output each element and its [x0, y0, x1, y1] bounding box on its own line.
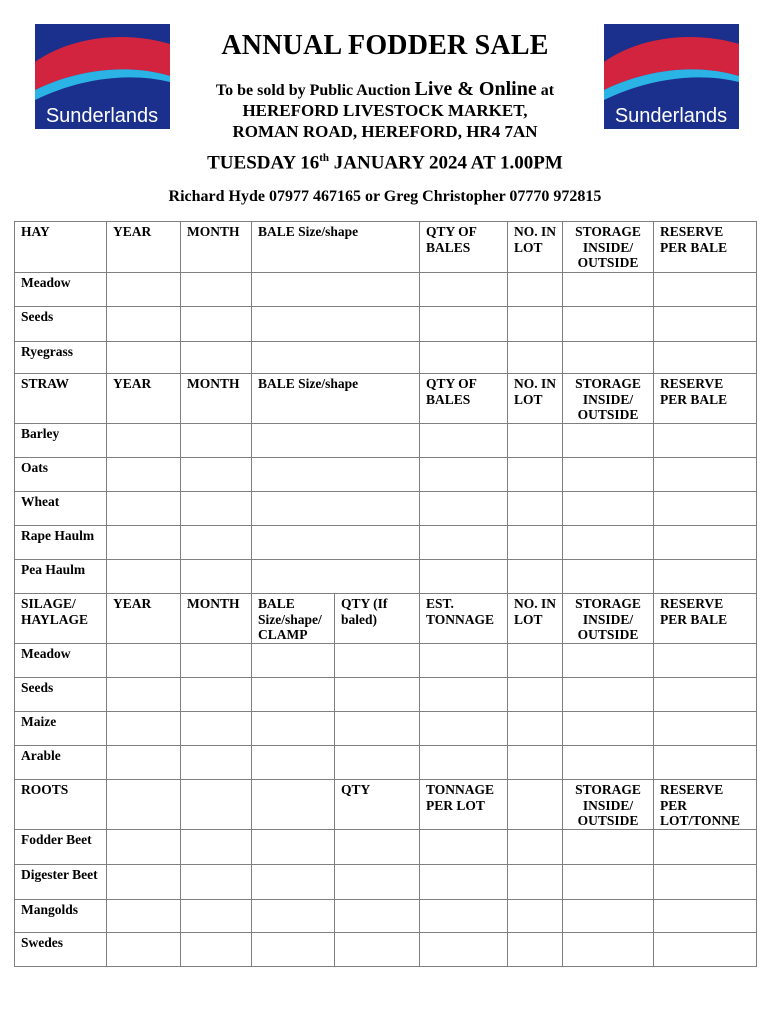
entry-cell[interactable]	[420, 273, 508, 307]
entry-cell[interactable]	[420, 900, 508, 933]
entry-cell[interactable]	[508, 830, 563, 865]
month-header: MONTH	[181, 222, 252, 273]
entry-cell[interactable]	[420, 933, 508, 967]
row-label-ryegrass: Ryegrass	[15, 342, 107, 374]
entry-cell[interactable]	[563, 560, 654, 594]
entry-cell[interactable]	[420, 712, 508, 746]
entry-cell[interactable]	[181, 458, 252, 492]
entry-cell[interactable]	[508, 424, 563, 458]
entry-cell[interactable]	[654, 712, 757, 746]
date-rest: JANUARY 2024 AT 1.00PM	[333, 152, 563, 174]
sunderlands-logo-left	[35, 24, 170, 129]
entry-cell[interactable]	[563, 424, 654, 458]
entry-cell[interactable]	[654, 492, 757, 526]
entry-cell[interactable]	[508, 307, 563, 342]
entry-cell[interactable]	[181, 560, 252, 594]
entry-cell[interactable]	[420, 678, 508, 712]
bale-clamp-header: BALE Size/shape/ CLAMP	[252, 594, 335, 644]
reserve-header: RESERVE PER BALE	[654, 594, 757, 644]
storage-header: STORAGE INSIDE/ OUTSIDE	[563, 780, 654, 830]
row-label-arable: Arable	[15, 746, 107, 780]
entry-cell[interactable]	[508, 273, 563, 307]
month-header: MONTH	[181, 374, 252, 424]
entry-cell[interactable]	[420, 830, 508, 865]
entry-cell[interactable]	[107, 424, 181, 458]
entry-cell[interactable]	[252, 644, 335, 678]
table-row	[15, 526, 757, 560]
entry-cell[interactable]	[508, 492, 563, 526]
entry-cell[interactable]	[563, 830, 654, 865]
venue-name: HEREFORD LIVESTOCK MARKET,	[242, 101, 528, 120]
entry-cell[interactable]	[508, 342, 563, 374]
table-row	[15, 830, 757, 865]
entry-cell[interactable]	[181, 492, 252, 526]
table-row	[15, 492, 757, 526]
entry-cell[interactable]	[508, 900, 563, 933]
entry-cell[interactable]	[508, 933, 563, 967]
entry-cell[interactable]	[335, 644, 420, 678]
entry-cell[interactable]	[181, 644, 252, 678]
entry-cell[interactable]	[252, 458, 420, 492]
entry-cell[interactable]	[654, 458, 757, 492]
row-label-seeds: Seeds	[15, 678, 107, 712]
table-row	[15, 712, 757, 746]
entry-cell[interactable]	[335, 900, 420, 933]
table-row	[15, 273, 757, 307]
entry-cell[interactable]	[654, 865, 757, 900]
entry-cell[interactable]	[252, 746, 335, 780]
entry-cell[interactable]	[654, 900, 757, 933]
entry-cell[interactable]	[107, 644, 181, 678]
entry-cell[interactable]	[420, 560, 508, 594]
entry-cell[interactable]	[654, 746, 757, 780]
straw-header: STRAW	[15, 374, 107, 424]
entry-cell[interactable]	[181, 712, 252, 746]
table-row	[15, 746, 757, 780]
entry-cell[interactable]	[508, 458, 563, 492]
entry-cell[interactable]	[563, 644, 654, 678]
entry-cell[interactable]	[335, 865, 420, 900]
entry-cell[interactable]	[107, 933, 181, 967]
entry-cell[interactable]	[563, 678, 654, 712]
entry-cell[interactable]	[335, 678, 420, 712]
row-label-meadow: Meadow	[15, 273, 107, 307]
entry-cell[interactable]	[654, 342, 757, 374]
entry-cell[interactable]	[508, 746, 563, 780]
year-header: YEAR	[107, 222, 181, 273]
no-in-lot-header: NO. IN LOT	[508, 594, 563, 644]
entry-cell[interactable]	[420, 424, 508, 458]
entry-cell[interactable]	[420, 492, 508, 526]
entry-cell[interactable]	[181, 933, 252, 967]
entry-cell[interactable]	[107, 526, 181, 560]
storage-header: STORAGE INSIDE/ OUTSIDE	[563, 222, 654, 273]
entry-cell[interactable]	[563, 900, 654, 933]
entry-cell[interactable]	[654, 273, 757, 307]
entry-cell[interactable]	[508, 560, 563, 594]
silage-header-row	[15, 594, 757, 644]
header-blank-cell	[181, 780, 252, 830]
table-row	[15, 458, 757, 492]
entry-cell[interactable]	[563, 865, 654, 900]
storage-header: STORAGE INSIDE/ OUTSIDE	[563, 374, 654, 424]
entry-cell[interactable]	[107, 830, 181, 865]
entry-cell[interactable]	[420, 458, 508, 492]
date-ordinal: th	[319, 152, 330, 164]
entry-cell[interactable]	[107, 492, 181, 526]
row-label-digester-beet: Digester Beet	[15, 865, 107, 900]
entry-cell[interactable]	[252, 342, 420, 374]
auction-line	[175, 78, 595, 101]
entry-cell[interactable]	[563, 273, 654, 307]
header-blank-cell	[252, 780, 335, 830]
logo-text: Sunderlands	[614, 105, 728, 127]
entry-cell[interactable]	[107, 712, 181, 746]
entry-cell[interactable]	[181, 424, 252, 458]
reserve-header: RESERVE PER BALE	[654, 374, 757, 424]
entry-cell[interactable]	[107, 678, 181, 712]
table-row	[15, 644, 757, 678]
entry-cell[interactable]	[420, 644, 508, 678]
table-row	[15, 900, 757, 933]
qty-header: QTY	[335, 780, 420, 830]
entry-cell[interactable]	[420, 526, 508, 560]
header-blank-cell	[107, 780, 181, 830]
entry-cell[interactable]	[563, 307, 654, 342]
auction-prefix: To be sold by Public Auction	[215, 82, 411, 99]
year-header: YEAR	[107, 374, 181, 424]
entry-cell[interactable]	[252, 492, 420, 526]
row-label-mangolds: Mangolds	[15, 900, 107, 933]
entry-cell[interactable]	[654, 307, 757, 342]
entry-cell[interactable]	[335, 746, 420, 780]
table-row	[15, 307, 757, 342]
year-header: YEAR	[107, 594, 181, 644]
row-label-barley: Barley	[15, 424, 107, 458]
row-label-pea-haulm: Pea Haulm	[15, 560, 107, 594]
entry-cell[interactable]	[654, 424, 757, 458]
qty-if-baled-header: QTY (If baled)	[335, 594, 420, 644]
entry-cell[interactable]	[508, 712, 563, 746]
entry-cell[interactable]	[420, 307, 508, 342]
entry-cell[interactable]	[107, 900, 181, 933]
entry-cell[interactable]	[181, 307, 252, 342]
entry-cell[interactable]	[252, 933, 335, 967]
qty-bales-header: QTY OF BALES	[420, 222, 508, 273]
row-label-oats: Oats	[15, 458, 107, 492]
entry-cell[interactable]	[107, 865, 181, 900]
tonnage-per-lot-header: TONNAGE PER LOT	[420, 780, 508, 830]
entry-cell[interactable]	[107, 560, 181, 594]
entry-cell[interactable]	[420, 342, 508, 374]
entry-cell[interactable]	[335, 830, 420, 865]
entry-cell[interactable]	[563, 342, 654, 374]
entry-cell[interactable]	[654, 933, 757, 967]
row-label-swedes: Swedes	[15, 933, 107, 967]
row-label-rape-haulm: Rape Haulm	[15, 526, 107, 560]
entry-cell[interactable]	[181, 342, 252, 374]
entry-cell[interactable]	[654, 560, 757, 594]
table-row	[15, 342, 757, 374]
hay-header: HAY	[15, 222, 107, 273]
entry-cell[interactable]	[654, 830, 757, 865]
header-blank-cell	[508, 780, 563, 830]
row-label-meadow: Meadow	[15, 644, 107, 678]
date-day: TUESDAY 16	[207, 152, 320, 174]
sunderlands-logo-right	[604, 24, 739, 129]
table-row	[15, 865, 757, 900]
entry-cell[interactable]	[181, 678, 252, 712]
reserve-per-lot-header: RESERVE PER LOT/TONNE	[654, 780, 757, 830]
bale-size-header: BALE Size/shape	[252, 374, 420, 424]
entry-cell[interactable]	[252, 712, 335, 746]
entry-cell[interactable]	[252, 307, 420, 342]
month-header: MONTH	[181, 594, 252, 644]
entry-cell[interactable]	[654, 644, 757, 678]
entry-cell[interactable]	[563, 746, 654, 780]
storage-header: STORAGE INSIDE/ OUTSIDE	[563, 594, 654, 644]
reserve-header: RESERVE PER BALE	[654, 222, 757, 273]
entry-cell[interactable]	[252, 424, 420, 458]
hay-header-row	[15, 222, 757, 273]
entry-cell[interactable]	[252, 678, 335, 712]
fodder-entry-table	[14, 221, 757, 967]
entry-cell[interactable]	[181, 273, 252, 307]
silage-header: SILAGE/ HAYLAGE	[15, 594, 107, 644]
entry-cell[interactable]	[654, 678, 757, 712]
entry-cell[interactable]	[420, 865, 508, 900]
table-row	[15, 678, 757, 712]
entry-cell[interactable]	[107, 746, 181, 780]
entry-cell[interactable]	[420, 746, 508, 780]
table-row	[15, 933, 757, 967]
entry-cell[interactable]	[508, 865, 563, 900]
entry-cell[interactable]	[563, 712, 654, 746]
row-label-wheat: Wheat	[15, 492, 107, 526]
entry-cell[interactable]	[508, 678, 563, 712]
entry-cell[interactable]	[563, 458, 654, 492]
auction-suffix: at	[540, 82, 555, 99]
entry-cell[interactable]	[252, 273, 420, 307]
entry-cell[interactable]	[335, 712, 420, 746]
qty-bales-header: QTY OF BALES	[420, 374, 508, 424]
entry-cell[interactable]	[181, 865, 252, 900]
entry-cell[interactable]	[181, 900, 252, 933]
sale-title: ANNUAL FODDER SALE	[221, 30, 549, 61]
venue-address: ROMAN ROAD, HEREFORD, HR4 7AN	[232, 122, 538, 141]
entry-cell[interactable]	[181, 526, 252, 560]
no-in-lot-header: NO. IN LOT	[508, 374, 563, 424]
entry-cell[interactable]	[335, 933, 420, 967]
no-in-lot-header: NO. IN LOT	[508, 222, 563, 273]
row-label-fodder-beet: Fodder Beet	[15, 830, 107, 865]
entry-cell[interactable]	[563, 526, 654, 560]
table-row	[15, 424, 757, 458]
entry-cell[interactable]	[252, 526, 420, 560]
entry-cell[interactable]	[252, 560, 420, 594]
roots-header: ROOTS	[15, 780, 107, 830]
entry-cell[interactable]	[508, 644, 563, 678]
entry-cell[interactable]	[252, 865, 335, 900]
bale-size-header: BALE Size/shape	[252, 222, 420, 273]
entry-cell[interactable]	[107, 273, 181, 307]
entry-cell[interactable]	[107, 307, 181, 342]
entry-cell[interactable]	[508, 526, 563, 560]
table-row	[15, 560, 757, 594]
entry-cell[interactable]	[654, 526, 757, 560]
entry-cell[interactable]	[107, 342, 181, 374]
straw-header-row	[15, 374, 757, 424]
row-label-seeds: Seeds	[15, 307, 107, 342]
entry-cell[interactable]	[181, 746, 252, 780]
row-label-maize: Maize	[15, 712, 107, 746]
sale-date	[0, 152, 770, 174]
entry-cell[interactable]	[563, 492, 654, 526]
entry-cell[interactable]	[252, 830, 335, 865]
entry-cell[interactable]	[252, 900, 335, 933]
entry-cell[interactable]	[181, 830, 252, 865]
entry-cell[interactable]	[563, 933, 654, 967]
entry-cell[interactable]	[107, 458, 181, 492]
auction-live-online: Live & Online	[414, 78, 537, 100]
roots-header-row	[15, 780, 757, 830]
logo-text: Sunderlands	[45, 105, 159, 127]
contact-line: Richard Hyde 07977 467165 or Greg Christopher 07770 972815	[168, 188, 602, 205]
est-tonnage-header: EST. TONNAGE	[420, 594, 508, 644]
